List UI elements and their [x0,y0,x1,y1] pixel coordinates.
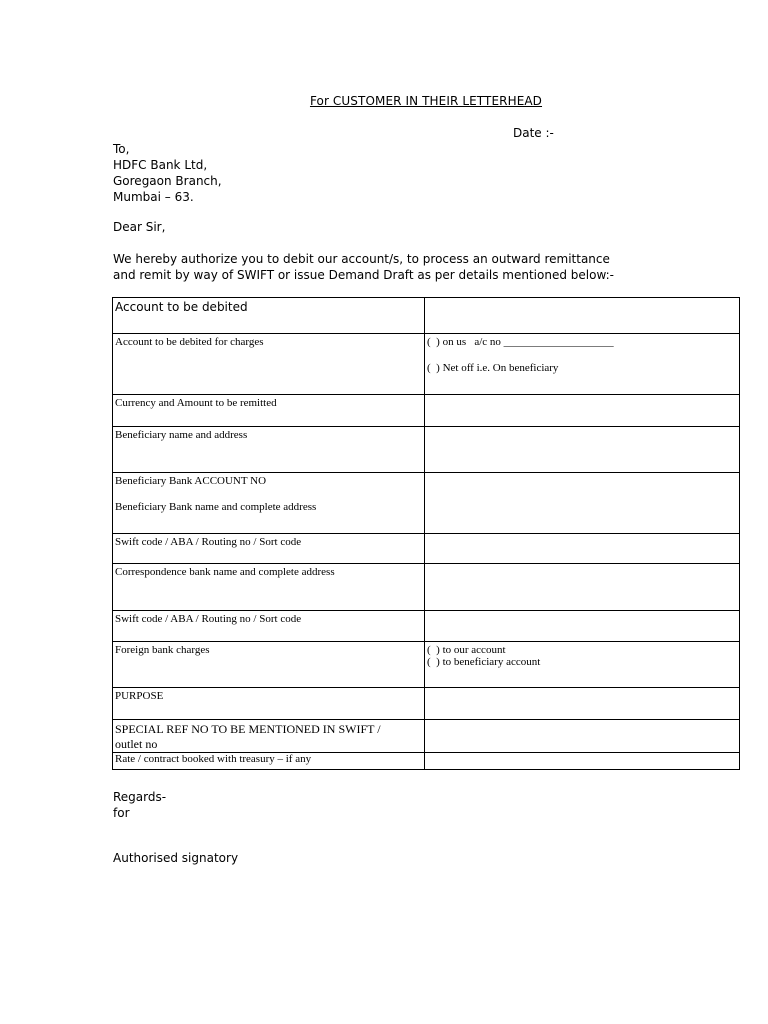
option-on-us[interactable]: ( ) on us a/c no ____________________ [427,336,614,348]
option-our-account[interactable]: ( ) to our account [427,644,506,656]
closing-regards: Regards- [113,790,167,804]
value-rate-contract[interactable] [425,753,740,770]
address-to: To, [113,142,130,156]
option-net-off[interactable]: ( ) Net off i.e. On beneficiary [427,362,559,374]
label-currency-amount: Currency and Amount to be remitted [113,395,425,427]
authorised-signatory: Authorised signatory [113,851,239,865]
label-swift-code-1: Swift code / ABA / Routing no / Sort code [113,534,425,564]
label-foreign-charges: Foreign bank charges [113,642,425,688]
table-row [113,688,740,720]
label-swift-code-2: Swift code / ABA / Routing no / Sort code [113,611,425,642]
value-foreign-charges [425,642,740,688]
date-label: Date :- [513,126,554,140]
value-purpose[interactable] [425,688,740,720]
body-paragraph [113,251,713,283]
label-correspondence-bank: Correspondence bank name and complete address [113,564,425,611]
address-line-3: Mumbai – 63. [113,190,194,204]
label-beneficiary-bank-address: Beneficiary Bank name and complete address [115,501,317,513]
value-special-ref[interactable] [425,720,740,753]
table-row [113,298,740,334]
table-row [113,534,740,564]
label-beneficiary-account: Beneficiary Bank ACCOUNT NO [115,475,267,487]
label-special-ref-line-1: SPECIAL REF NO TO BE MENTIONED IN SWIFT / [115,722,381,736]
label-purpose: PURPOSE [113,688,425,720]
table-row [113,611,740,642]
label-account-charges: Account to be debited for charges [113,334,425,395]
table-row [113,720,740,753]
table-row [113,642,740,688]
option-beneficiary-account[interactable]: ( ) to beneficiary account [427,656,541,668]
body-line-2: and remit by way of SWIFT or issue Demand Draft as per details mentioned below:- [113,268,614,282]
value-beneficiary-bank[interactable] [425,473,740,534]
label-account-debited: Account to be debited [113,298,425,334]
recipient-address [113,141,222,205]
table-row [113,427,740,473]
closing-for: for [113,806,130,820]
page-title: For CUSTOMER IN THEIR LETTERHEAD [309,94,543,108]
value-beneficiary-name[interactable] [425,427,740,473]
table-row [113,395,740,427]
remittance-details-table [112,297,740,770]
value-currency-amount[interactable] [425,395,740,427]
salutation: Dear Sir, [113,220,166,234]
table-row [113,564,740,611]
table-row [113,753,740,770]
value-account-charges [425,334,740,395]
label-special-ref [113,720,425,753]
value-swift-code-1[interactable] [425,534,740,564]
label-special-ref-line-2: outlet no [115,737,158,751]
label-beneficiary-bank [113,473,425,534]
address-line-1: HDFC Bank Ltd, [113,158,208,172]
value-correspondence-bank[interactable] [425,564,740,611]
address-line-2: Goregaon Branch, [113,174,222,188]
body-line-1: We hereby authorize you to debit our account/s, to process an outward remittance [113,252,610,266]
value-swift-code-2[interactable] [425,611,740,642]
label-rate-contract: Rate / contract booked with treasury – if any [113,753,425,770]
closing [113,789,166,821]
value-account-debited[interactable] [425,298,740,334]
label-beneficiary-name: Beneficiary name and address [113,427,425,473]
table-row [113,473,740,534]
table-row [113,334,740,395]
